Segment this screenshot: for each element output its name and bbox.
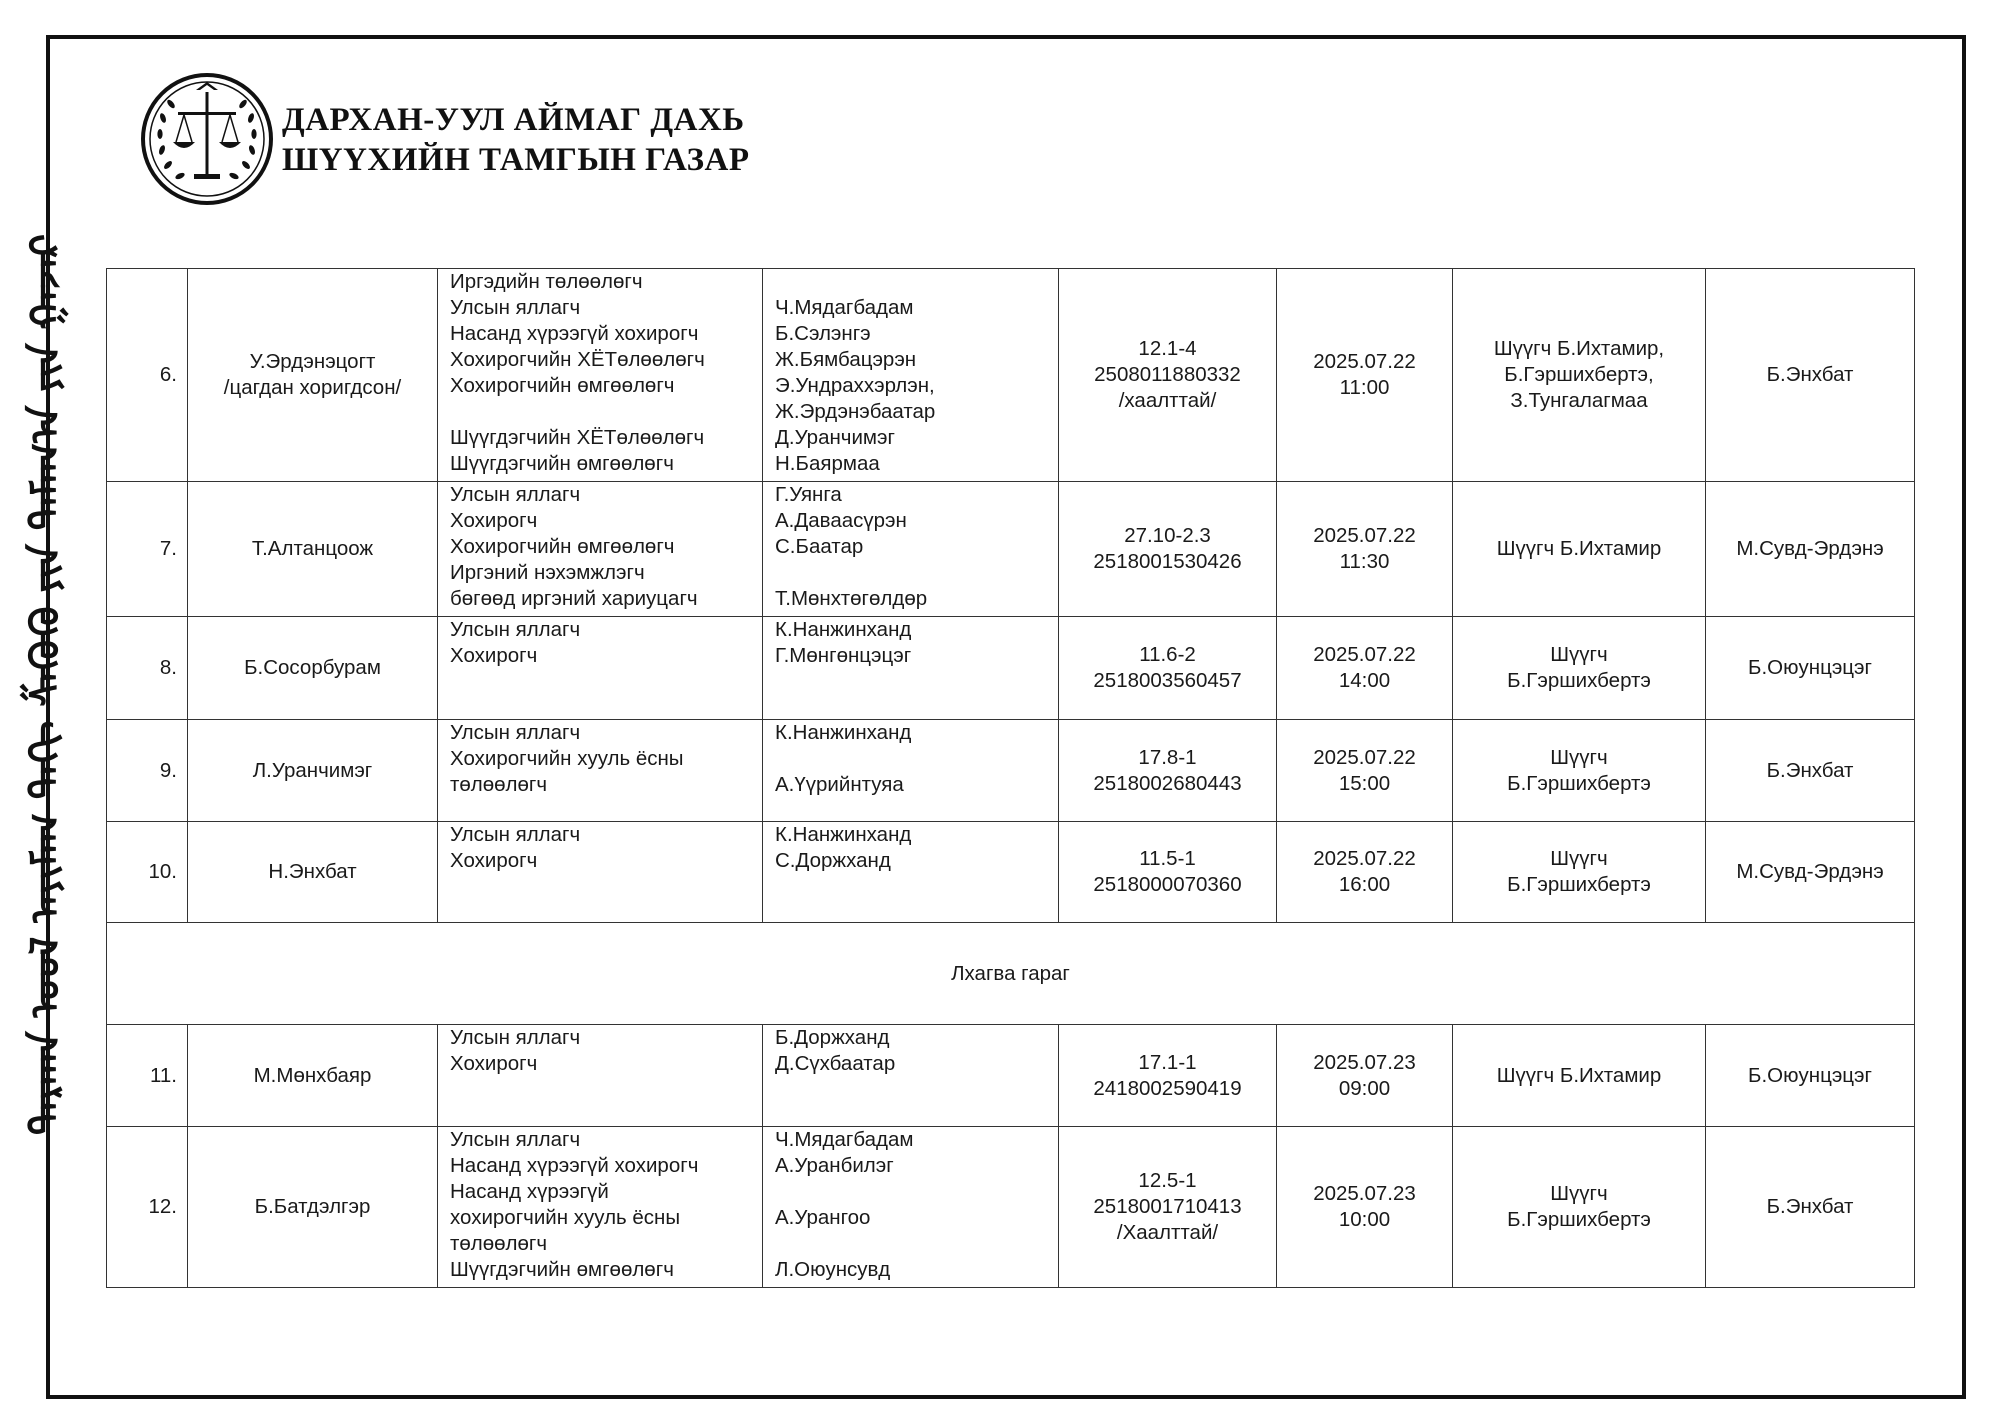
court-emblem-icon: [138, 70, 276, 208]
case-number: 17.8-1 2518002680443: [1059, 720, 1277, 822]
participant-names: К.Нанжинханд С.Доржханд: [763, 822, 1059, 923]
participant-roles: Улсын яллагч Хохирогч Хохирогчийн өмгөөлөгч Иргэний нэхэмжлэгч бөгөөд иргэний хариуцагч: [438, 482, 763, 617]
judge-name: Шүүгч Б.Ихтамир: [1453, 482, 1706, 617]
defendant-name: Б.Сосорбурам: [188, 617, 438, 720]
clerk-name: Б.Энхбат: [1706, 720, 1915, 822]
day-separator-row: [107, 923, 1915, 1025]
defendant-name: Н.Энхбат: [188, 822, 438, 923]
participant-roles: Улсын яллагч Хохирогч: [438, 822, 763, 923]
case-number: 12.1-4 2508011880332 /хаалттай/: [1059, 269, 1277, 482]
case-number: 11.5-1 2518000070360: [1059, 822, 1277, 923]
participant-names: Г.Уянга А.Даваасүрэн С.Баатар Т.Мөнхтөгөлдөр: [763, 482, 1059, 617]
hearing-datetime: 2025.07.23 09:00: [1277, 1025, 1453, 1127]
hearing-datetime: 2025.07.22 14:00: [1277, 617, 1453, 720]
title-line-1: ДАРХАН-УУЛ АЙМАГ ДАХЬ: [282, 102, 745, 138]
participant-names: Ч.Мядагбадам Б.Сэлэнгэ Ж.Бямбацэрэн Э.Ундраххэрлэн, Ж.Эрдэнэбаатар Д.Уранчимэг Н.Баярмаа: [763, 269, 1059, 482]
participant-roles: Улсын яллагч Хохирогчийн хууль ёсны төлөөлөгч: [438, 720, 763, 822]
judge-name: Шүүгч Б.Гэршихбертэ: [1453, 822, 1706, 923]
day-label: Лхагва гараг: [107, 923, 1915, 1025]
participant-roles: Иргэдийн төлөөлөгч Улсын яллагч Насанд хүрээгүй хохирогч Хохирогчийн ХЁТөлөөлөгч Хохирогчийн өмгөөлөгч Шүүгдэгчийн ХЁТөлөөлөгч Шүүгдэгчийн өмгөөлөгч: [438, 269, 763, 482]
mongolian-script-text: ᠳᠠᠷᠬᠠᠨ ᠤᠤᠯ ᠠᠶᠢᠮᠠᠭ ᠲᠠᠬᠢ ᠱᠡᠭᠦᠬᠦ ᠶᠢᠨ ᠲᠠᠮᠠᠭ᠎ᠠ ᠶᠢᠨ ᠭᠠᠵᠠᠷ: [22, 234, 69, 1136]
row-number: 12.: [107, 1127, 188, 1288]
defendant-name: Б.Батдэлгэр: [188, 1127, 438, 1288]
judge-name: Шүүгч Б.Ихтамир: [1453, 1025, 1706, 1127]
clerk-name: М.Сувд-Эрдэнэ: [1706, 822, 1915, 923]
participant-names: К.Нанжинханд А.Үүрийнтуяа: [763, 720, 1059, 822]
hearing-datetime: 2025.07.22 15:00: [1277, 720, 1453, 822]
row-number: 7.: [107, 482, 188, 617]
clerk-name: М.Сувд-Эрдэнэ: [1706, 482, 1915, 617]
table-row: [107, 482, 1915, 617]
participant-roles: Улсын яллагч Хохирогч: [438, 1025, 763, 1127]
row-number: 6.: [107, 269, 188, 482]
judge-name: Шүүгч Б.Гэршихбертэ: [1453, 720, 1706, 822]
case-number: 17.1-1 2418002590419: [1059, 1025, 1277, 1127]
row-number: 8.: [107, 617, 188, 720]
participant-names: Б.Доржханд Д.Сүхбаатар: [763, 1025, 1059, 1127]
clerk-name: Б.Оюунцэцэг: [1706, 1025, 1915, 1127]
participant-roles: Улсын яллагч Хохирогч: [438, 617, 763, 720]
institution-title: [282, 100, 749, 180]
clerk-name: Б.Энхбат: [1706, 269, 1915, 482]
clerk-name: Б.Оюунцэцэг: [1706, 617, 1915, 720]
judge-name: Шүүгч Б.Гэршихбертэ: [1453, 1127, 1706, 1288]
table-row: [107, 269, 1915, 482]
table-row: [107, 720, 1915, 822]
table-row: [107, 617, 1915, 720]
case-number: 12.5-1 2518001710413 /Хаалттай/: [1059, 1127, 1277, 1288]
clerk-name: Б.Энхбат: [1706, 1127, 1915, 1288]
participant-names: Ч.Мядагбадам А.Уранбилэг А.Урангоо Л.Оюунсувд: [763, 1127, 1059, 1288]
table-row: [107, 822, 1915, 923]
hearing-datetime: 2025.07.23 10:00: [1277, 1127, 1453, 1288]
defendant-name: М.Мөнхбаяр: [188, 1025, 438, 1127]
defendant-name: Т.Алтанцоож: [188, 482, 438, 617]
title-line-2: ШҮҮХИЙН ТАМГЫН ГАЗАР: [282, 142, 750, 178]
judge-name: Шүүгч Б.Ихтамир, Б.Гэршихбертэ, З.Тунгалагмаа: [1453, 269, 1706, 482]
participant-roles: Улсын яллагч Насанд хүрээгүй хохирогч Насанд хүрээгүй хохирогчийн хууль ёсны төлөөлөгч Шүүгдэгчийн өмгөөлөгч: [438, 1127, 763, 1288]
row-number: 11.: [107, 1025, 188, 1127]
table-row: [107, 1127, 1915, 1288]
mongolian-script-margin: [0, 210, 92, 1160]
hearing-schedule-table: [106, 268, 1915, 1288]
participant-names: К.Нанжинханд Г.Мөнгөнцэцэг: [763, 617, 1059, 720]
case-number: 27.10-2.3 2518001530426: [1059, 482, 1277, 617]
hearing-datetime: 2025.07.22 16:00: [1277, 822, 1453, 923]
table-row: [107, 1025, 1915, 1127]
row-number: 9.: [107, 720, 188, 822]
hearing-datetime: 2025.07.22 11:30: [1277, 482, 1453, 617]
judge-name: Шүүгч Б.Гэршихбертэ: [1453, 617, 1706, 720]
defendant-name: Л.Уранчимэг: [188, 720, 438, 822]
hearing-datetime: 2025.07.22 11:00: [1277, 269, 1453, 482]
row-number: 10.: [107, 822, 188, 923]
case-number: 11.6-2 2518003560457: [1059, 617, 1277, 720]
defendant-name: У.Эрдэнэцогт /цагдан хоригдсон/: [188, 269, 438, 482]
